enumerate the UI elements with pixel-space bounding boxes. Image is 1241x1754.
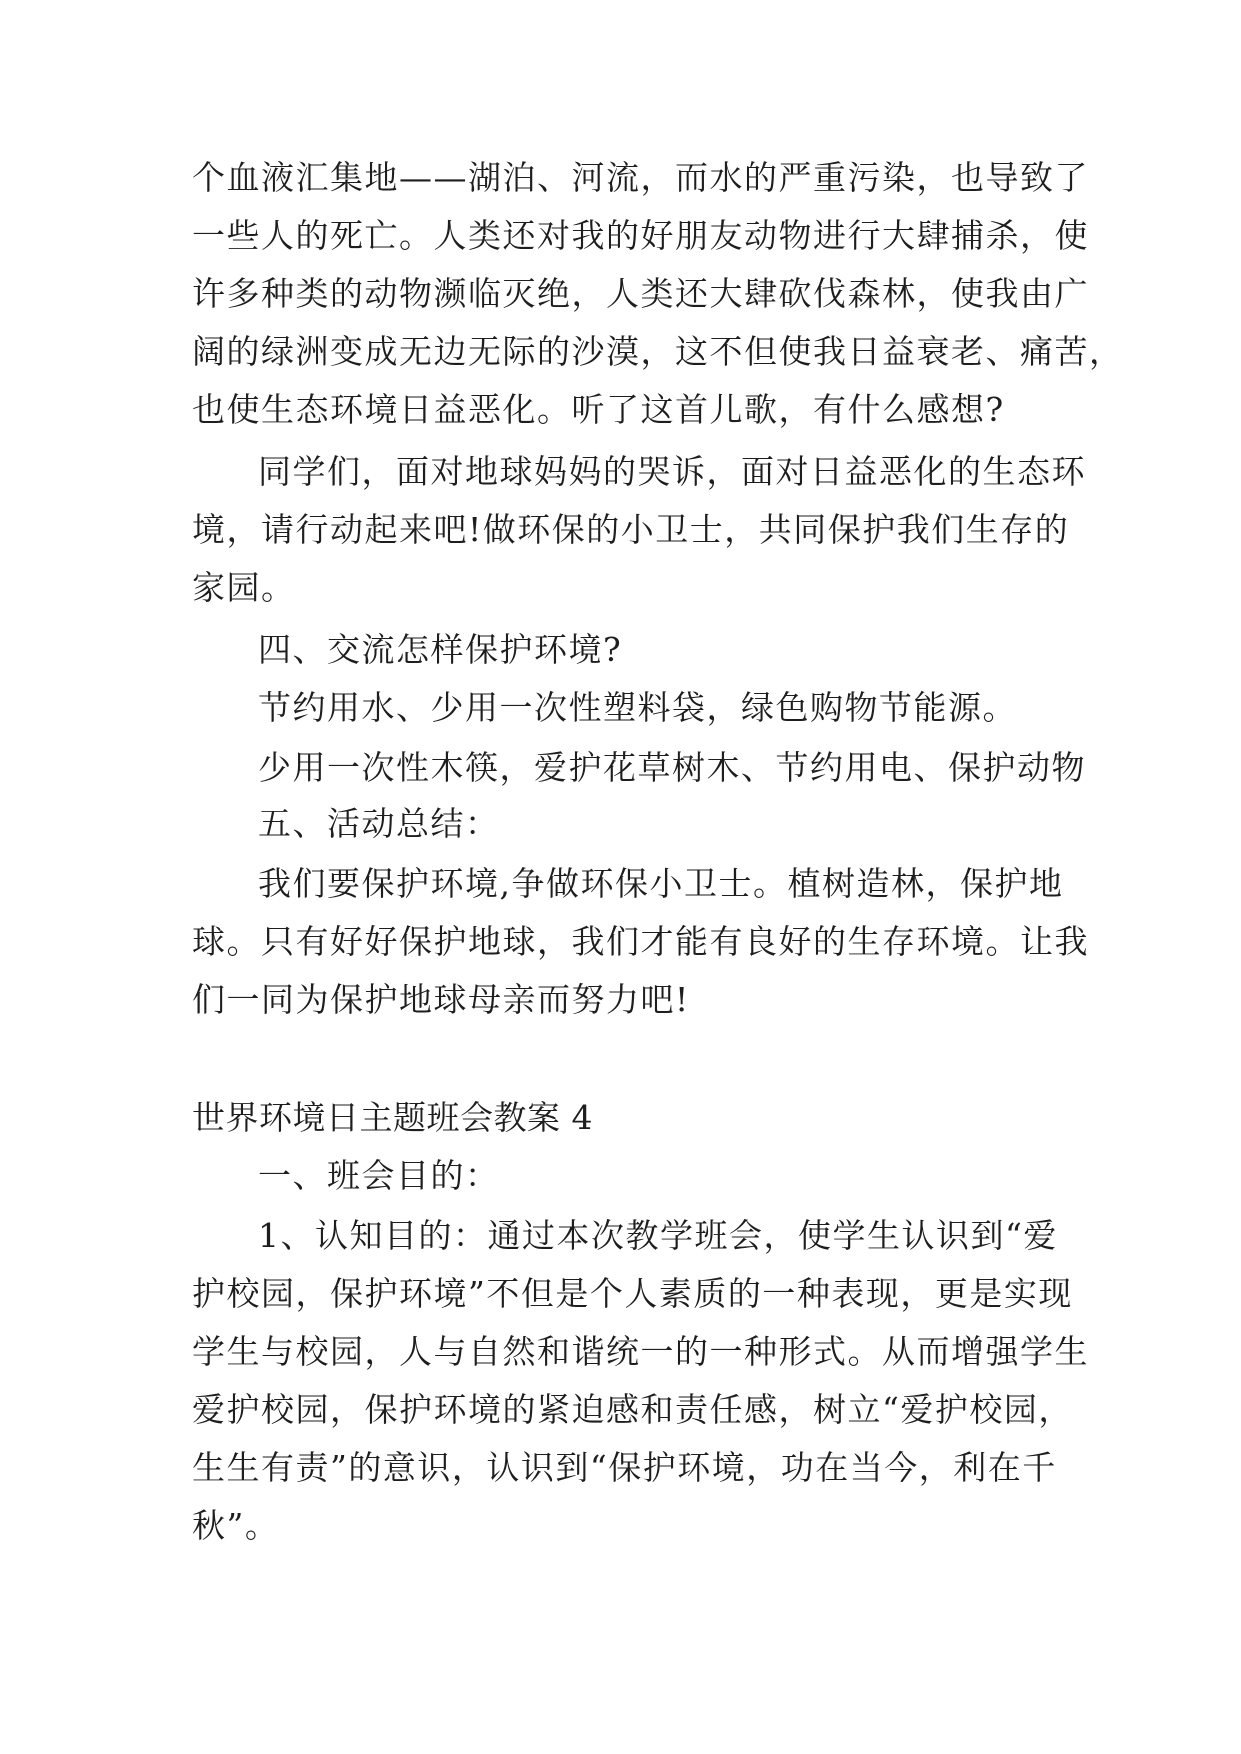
paragraph-line: 也使生态环境日益恶化。听了这首儿歌，有什么感想? xyxy=(192,390,1005,429)
paragraph-line: 境，请行动起来吧!做环保的小卫士，共同保护我们生存的 xyxy=(192,510,1070,549)
document-title: 世界环境日主题班会教案 4 xyxy=(192,1098,593,1137)
paragraph-line: 少用一次性木筷，爱护花草树木、节约用电、保护动物 xyxy=(258,748,1086,787)
paragraph-line: 家园。 xyxy=(192,568,296,607)
paragraph-line: 们一同为保护地球母亲而努力吧! xyxy=(192,980,690,1019)
section-heading: 五、活动总结： xyxy=(258,804,500,843)
paragraph-line: 一些人的死亡。人类还对我的好朋友动物进行大肆捕杀，使 xyxy=(192,216,1089,255)
paragraph-line: 我们要保护环境,争做环保小卫士。植树造林，保护地 xyxy=(258,864,1064,903)
paragraph-line: 护校园，保护环境”不但是个人素质的一种表现，更是实现 xyxy=(192,1274,1073,1313)
paragraph-line: 阔的绿洲变成无边无际的沙漠，这不但使我日益衰老、痛苦， xyxy=(192,332,1124,371)
section-heading: 一、班会目的： xyxy=(258,1156,500,1195)
paragraph-line: 秋”。 xyxy=(192,1506,280,1545)
paragraph-line: 球。只有好好保护地球，我们才能有良好的生存环境。让我 xyxy=(192,922,1089,961)
paragraph-line: 节约用水、少用一次性塑料袋，绿色购物节能源。 xyxy=(258,688,1017,727)
paragraph-line: 1、认知目的：通过本次教学班会，使学生认识到“爱 xyxy=(258,1216,1058,1255)
paragraph-line: 许多种类的动物濒临灭绝，人类还大肆砍伐森林，使我由广 xyxy=(192,274,1089,313)
paragraph-line: 生生有责”的意识，认识到“保护环境，功在当今，利在千 xyxy=(192,1448,1057,1487)
paragraph-line: 同学们，面对地球妈妈的哭诉，面对日益恶化的生态环 xyxy=(258,452,1086,491)
paragraph-line: 爱护校园，保护环境的紧迫感和责任感，树立“爱护校园， xyxy=(192,1390,1073,1429)
paragraph-line: 学生与校园，人与自然和谐统一的一种形式。从而增强学生 xyxy=(192,1332,1089,1371)
paragraph-line: 个血液汇集地——湖泊、河流，而水的严重污染，也导致了 xyxy=(192,158,1089,197)
section-heading: 四、交流怎样保护环境? xyxy=(258,630,623,669)
